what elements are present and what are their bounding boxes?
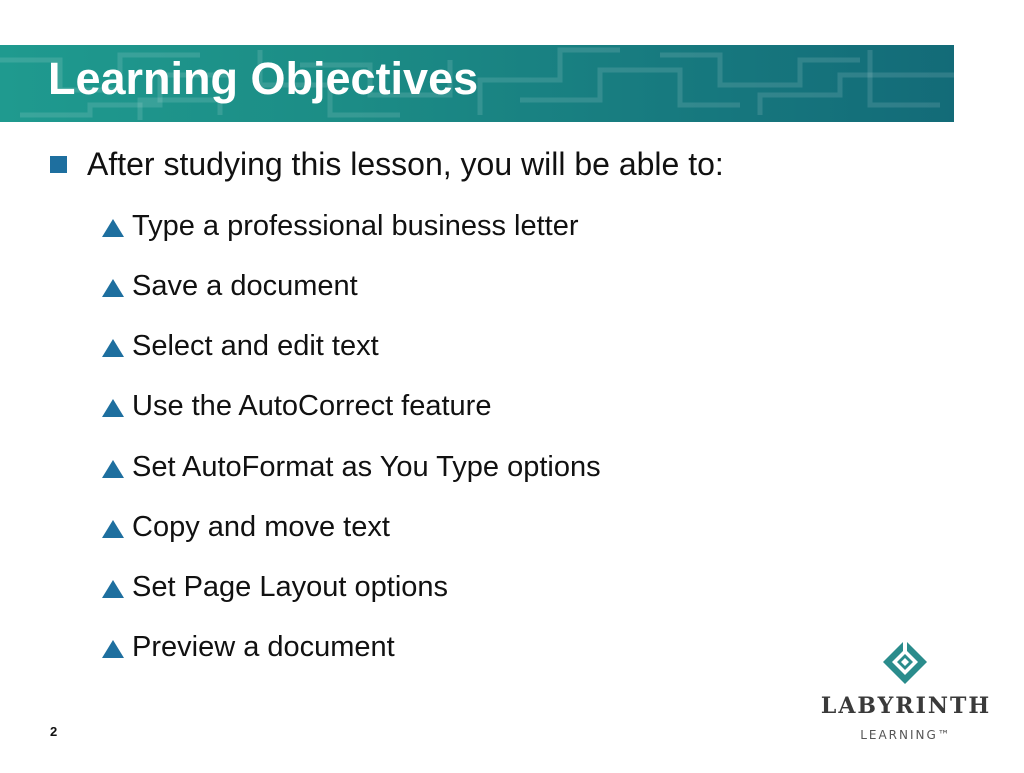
list-item (102, 565, 601, 625)
triangle-bullet-icon (102, 339, 124, 357)
list-item (102, 264, 601, 324)
triangle-bullet-icon (102, 640, 124, 658)
labyrinth-logo (815, 640, 1000, 750)
list-item (102, 505, 601, 565)
objectives-list (102, 204, 601, 685)
intro-text: After studying this lesson, you will be able to: (87, 146, 724, 182)
page-number: 2 (50, 724, 58, 739)
list-item (102, 324, 601, 384)
slide-title: Learning Objectives (48, 53, 479, 104)
diamond-logo-icon (883, 640, 927, 684)
square-bullet-icon (50, 156, 67, 173)
list-item (102, 445, 601, 505)
objective-text: Set AutoFormat as You Type options (132, 450, 601, 483)
triangle-bullet-icon (102, 580, 124, 598)
logo-subtitle: LEARNING™ (860, 728, 952, 742)
list-item (102, 384, 601, 444)
intro-bullet (50, 142, 724, 186)
objective-text: Save a document (132, 270, 358, 303)
objective-text: Copy and move text (132, 510, 390, 543)
objective-text: Use the AutoCorrect feature (132, 390, 492, 423)
objective-text: Set Page Layout options (132, 570, 449, 603)
triangle-bullet-icon (102, 460, 124, 478)
triangle-bullet-icon (102, 520, 124, 538)
triangle-bullet-icon (102, 279, 124, 297)
logo-wordmark: LABYRINTH (820, 693, 992, 719)
triangle-bullet-icon (102, 219, 124, 237)
objective-text: Preview a document (132, 630, 395, 663)
triangle-bullet-icon (102, 399, 124, 417)
list-item (102, 625, 601, 685)
objective-text: Select and edit text (132, 330, 379, 363)
objective-text: Type a professional business letter (132, 210, 579, 242)
list-item (102, 204, 601, 264)
